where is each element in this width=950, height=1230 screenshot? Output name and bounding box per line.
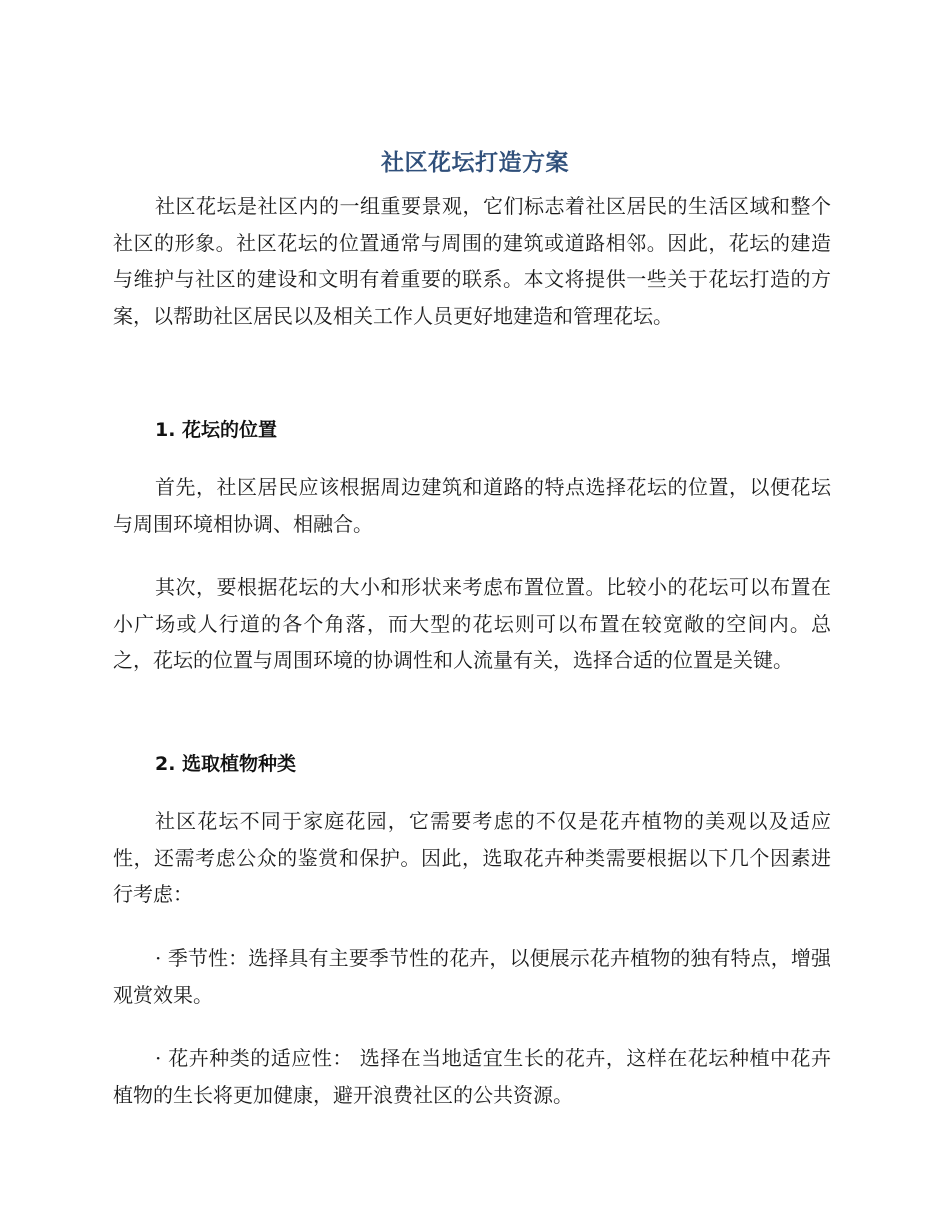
intro-paragraph: 社区花坛是社区内的一组重要景观，它们标志着社区居民的生活区域和整个社区的形象。社区花坛的位置通常与周围的建筑或道路相邻。因此，花坛的建造与维护与社区的建设和文明有着重要的联系。本文将提供一些关于花坛打造的方案，以帮助社区居民以及相关工作人员更好地建造和管理花坛。 <box>113 194 831 328</box>
document-title: 社区花坛打造方案 <box>381 150 569 176</box>
plants-paragraph-1: 社区花坛不同于家庭花园，它需要考虑的不仅是花卉植物的美观以及适应性，还需考虑公众的鉴赏和保护。因此，选取花卉种类需要根据以下几个因素进行考虑： <box>113 809 831 906</box>
section-heading-location: 1. 花坛的位置 <box>155 419 278 441</box>
section-heading-plants: 2. 选取植物种类 <box>155 753 297 775</box>
bullet-seasonal: · 季节性：选择具有主要季节性的花卉，以便展示花卉植物的独有特点，增强观赏效果。 <box>113 946 831 1007</box>
location-paragraph-2: 其次，要根据花坛的大小和形状来考虑布置位置。比较小的花坛可以布置在小广场或人行道的各个角落，而大型的花坛则可以布置在较宽敞的空间内。总之，花坛的位置与周围环境的协调性和人流量有关，选择合适的位置是关键。 <box>113 575 831 672</box>
location-paragraph-1: 首先，社区居民应该根据周边建筑和道路的特点选择花坛的位置，以便花坛与周围环境相协调、相融合。 <box>113 475 831 536</box>
bullet-adaptability: · 花卉种类的适应性： 选择在当地适宜生长的花卉，这样在花坛种植中花卉植物的生长将更加健康，避开浪费社区的公共资源。 <box>113 1046 831 1107</box>
